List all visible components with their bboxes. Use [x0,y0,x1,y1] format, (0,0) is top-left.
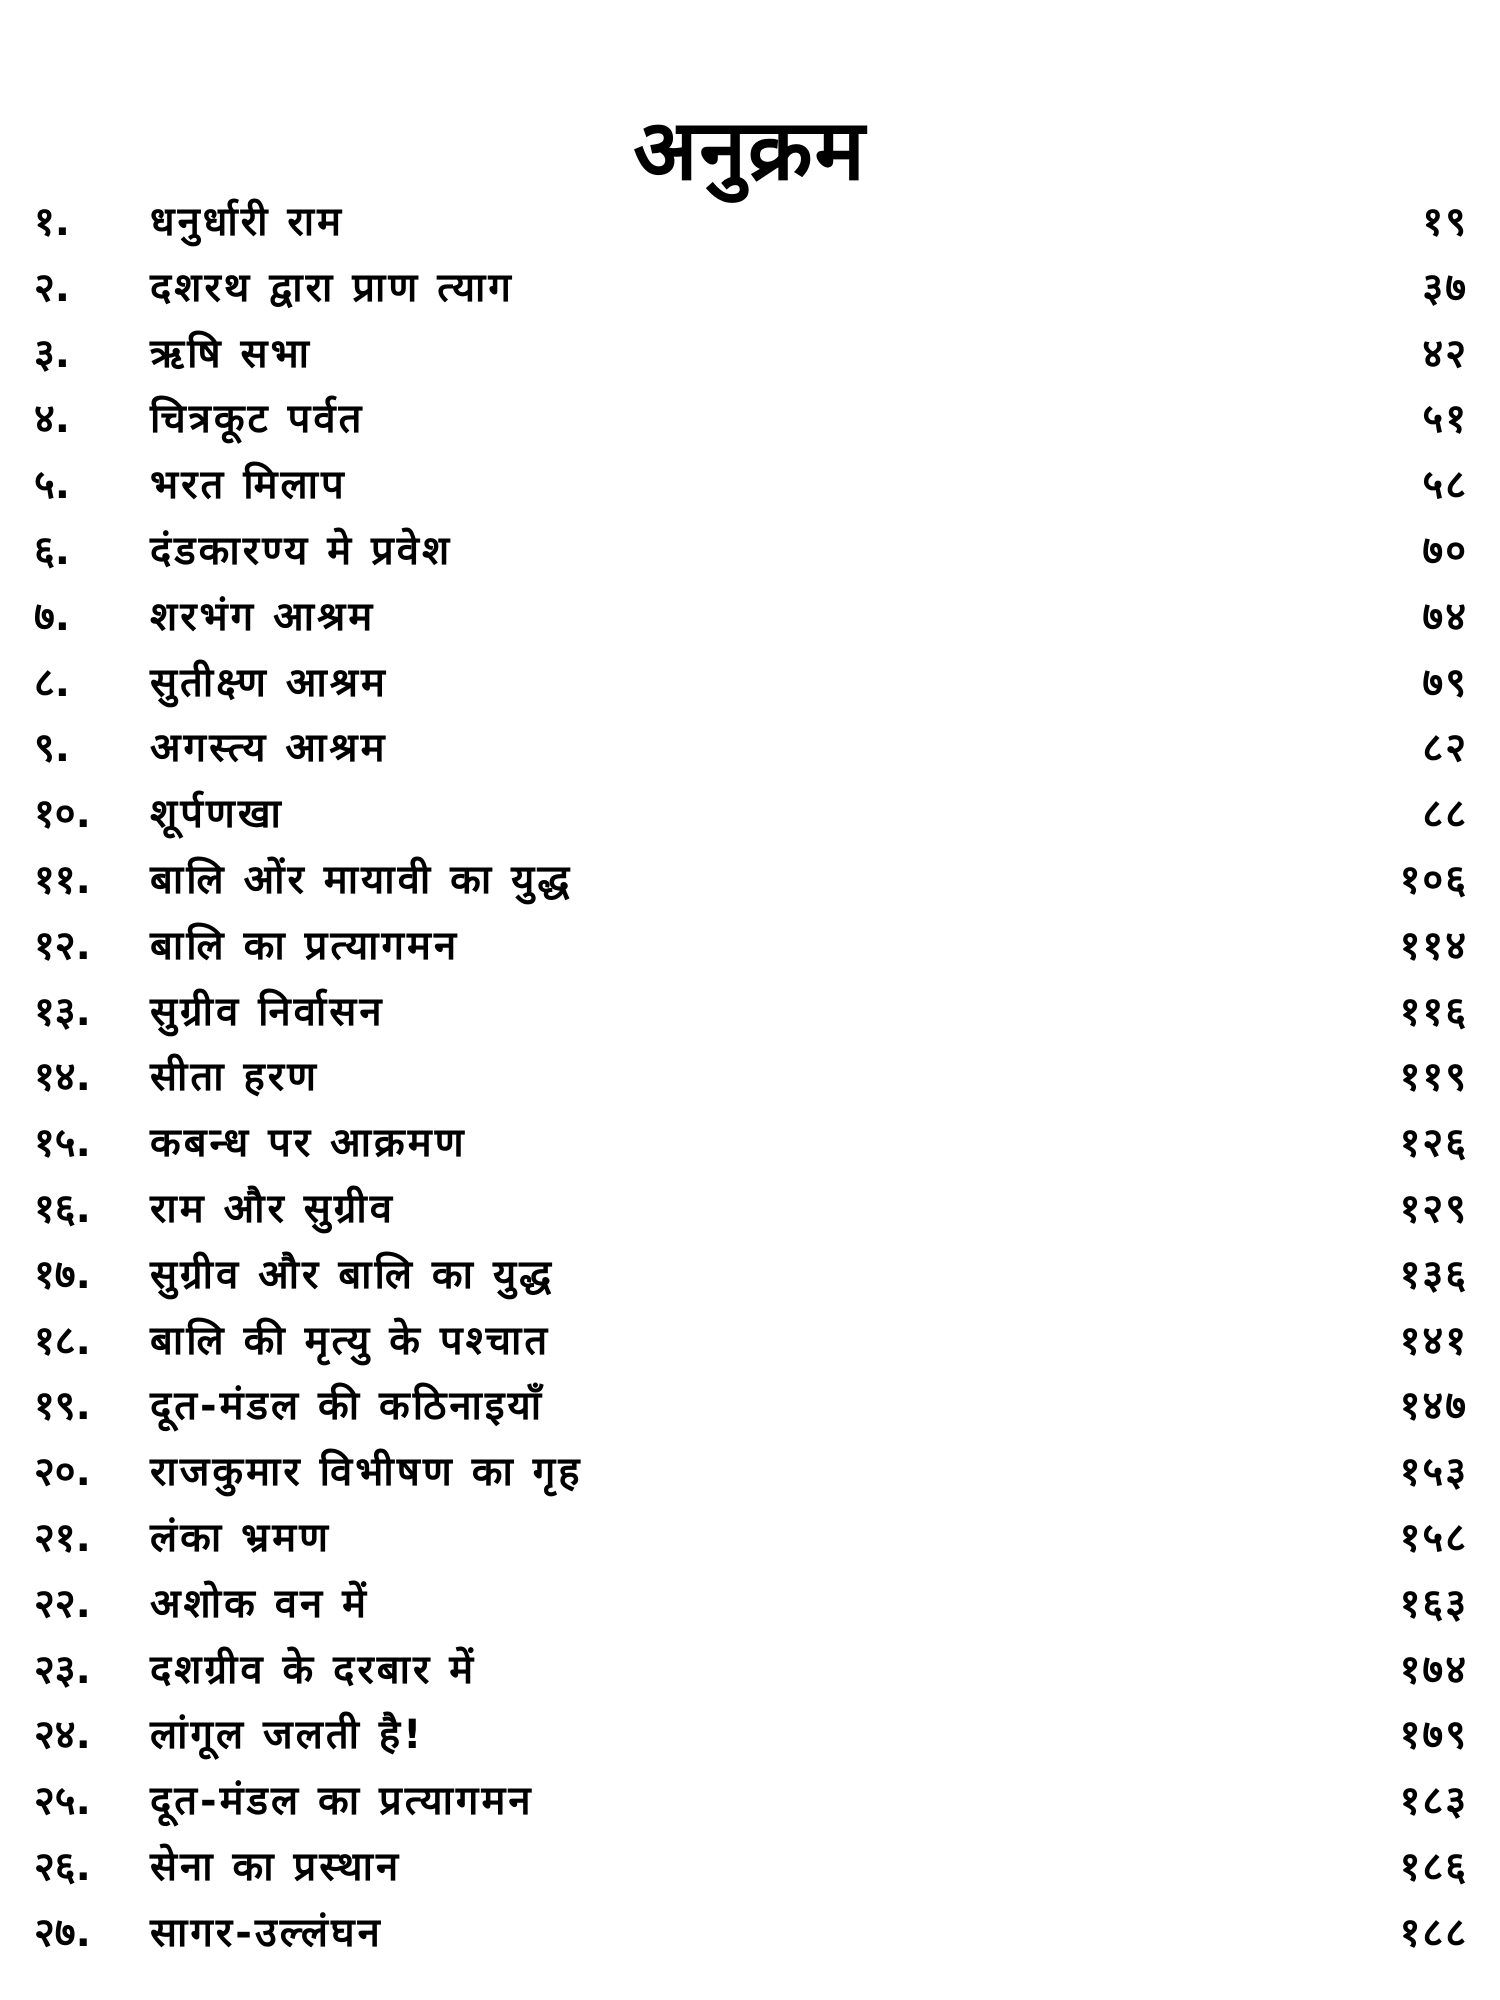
chapter-title: दूत-मंडल की कठिनाइयाँ [150,1383,545,1430]
chapter-title: धनुर्धारी राम [150,199,345,245]
page-number: १४१ [1399,1317,1468,1364]
table-of-contents [0,190,1500,1967]
page-number: १३६ [1399,1251,1468,1298]
toc-entry [0,1901,1500,1967]
toc-entry [0,1572,1500,1638]
chapter-number: २५. [34,1778,91,1825]
chapter-title: सेना का प्रस्थान [150,1843,402,1890]
chapter-number: १. [34,199,70,245]
chapter-number: २७. [34,1909,91,1956]
chapter-number: १९. [34,1383,91,1430]
toc-entry [0,848,1500,914]
chapter-title: दंडकारण्य मे प्रवेश [150,527,453,574]
chapter-title: अगस्त्य आश्रम [150,725,388,772]
page-number: ५८ [1422,462,1468,509]
toc-entry [0,1374,1500,1440]
chapter-number: २. [34,264,70,311]
page-number: ८८ [1422,791,1468,838]
chapter-number: १३. [34,988,91,1035]
page-number: १८३ [1399,1778,1468,1825]
toc-entry [0,651,1500,717]
toc-entry [0,256,1500,322]
chapter-title: सुग्रीव और बालि का युद्ध [150,1251,555,1298]
toc-entry [0,1243,1500,1309]
chapter-title: अशोक वन में [150,1580,370,1627]
page-number: १५३ [1399,1449,1468,1496]
chapter-title: चित्रकूट पर्वत [150,396,365,443]
chapter-title: दूत-मंडल का प्रत्यागमन [150,1778,534,1825]
toc-entry [0,519,1500,585]
toc-entry [0,980,1500,1046]
chapter-number: १७. [34,1251,91,1298]
chapter-title: भरत मिलाप [150,462,347,509]
chapter-number: ४. [34,396,70,443]
page-number: ११४ [1399,922,1468,969]
toc-entry [0,1045,1500,1111]
chapter-number: ३. [34,330,70,377]
toc-entry [0,1506,1500,1572]
chapter-number: १४. [34,1054,91,1101]
chapter-number: २२. [34,1580,91,1627]
chapter-number: १६. [34,1185,91,1232]
page-number: १६३ [1399,1580,1468,1627]
toc-entry [0,1177,1500,1243]
chapter-number: ९. [34,725,70,772]
chapter-number: १२. [34,922,91,969]
page-title: अनुक्रम [633,101,867,200]
toc-entry [0,322,1500,388]
page-number: १९ [1422,199,1468,245]
chapter-number: २३. [34,1646,91,1693]
toc-entry [0,585,1500,651]
chapter-number: ११. [34,856,91,903]
page-number: ७० [1422,527,1468,574]
page-number: ३७ [1422,264,1468,311]
chapter-title: दशग्रीव के दरबार में [150,1646,477,1693]
page-number: १८६ [1399,1843,1468,1890]
chapter-title: कबन्ध पर आक्रमण [150,1120,467,1167]
chapter-title: दशरथ द्वारा प्राण त्याग [150,264,514,311]
chapter-number: १८. [34,1317,91,1364]
page-number: १४७ [1399,1383,1468,1430]
chapter-number: १५. [34,1120,91,1167]
toc-entry [0,782,1500,848]
page-number: ४२ [1422,330,1468,377]
page-number: ७९ [1422,659,1468,706]
chapter-title: सुग्रीव निर्वासन [150,988,385,1035]
page-number: १२९ [1399,1185,1468,1232]
page-number: १५८ [1399,1514,1468,1561]
chapter-number: ८. [34,659,70,706]
chapter-title: बालि की मृत्यु के पश्चात [150,1317,551,1364]
chapter-title: राजकुमार विभीषण का गृह [150,1449,583,1496]
page-number: ११६ [1399,988,1468,1035]
chapter-title: लांगूल जलती है! [150,1712,425,1759]
chapter-title: राम और सुग्रीव [150,1185,395,1232]
chapter-title: शूर्पणखा [150,791,284,838]
page-number: ८२ [1422,725,1468,772]
toc-entry [0,1638,1500,1704]
chapter-title: सीता हरण [150,1054,320,1101]
toc-entry [0,453,1500,519]
chapter-title: सुतीक्ष्ण आश्रम [150,659,388,706]
toc-entry [0,1309,1500,1375]
toc-entry [0,190,1500,256]
toc-entry [0,1769,1500,1835]
toc-entry [0,1111,1500,1177]
page-number: १७४ [1399,1646,1468,1693]
chapter-title: सागर-उल्लंघन [150,1909,383,1956]
toc-entry [0,716,1500,782]
chapter-title: शरभंग आश्रम [150,593,376,640]
toc-entry [0,1440,1500,1506]
chapter-number: २१. [34,1514,91,1561]
toc-entry [0,1703,1500,1769]
chapter-number: ७. [34,593,70,640]
chapter-number: २४. [34,1712,91,1759]
chapter-title: ऋषि सभा [150,330,313,377]
chapter-number: २०. [34,1449,91,1496]
page-number: १७९ [1399,1712,1468,1759]
toc-entry [0,914,1500,980]
chapter-number: ६. [34,527,70,574]
page-number: ७४ [1422,593,1468,640]
chapter-number: १०. [34,791,91,838]
page-number: १२६ [1399,1120,1468,1167]
page-number: ५१ [1422,396,1468,443]
toc-entry [0,1835,1500,1901]
toc-entry [0,387,1500,453]
chapter-number: ५. [34,462,70,509]
page-number: १०६ [1399,856,1468,903]
chapter-title: बालि ओंर मायावी का युद्ध [150,856,573,903]
chapter-title: बालि का प्रत्यागमन [150,922,460,969]
page-number: १८८ [1399,1909,1468,1956]
chapter-title: लंका भ्रमण [150,1514,332,1561]
page-number: ११९ [1399,1054,1468,1101]
chapter-number: २६. [34,1843,91,1890]
